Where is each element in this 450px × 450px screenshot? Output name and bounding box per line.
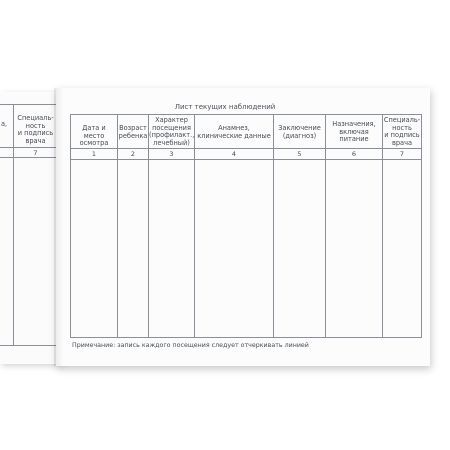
col-child-age-number: 2: [130, 150, 136, 158]
number-row-line: [71, 159, 421, 160]
left-col-a: [0, 105, 14, 345]
col-child-age-header: Возраст ребенка: [118, 124, 148, 140]
col-conclusion-header: Заключение (диагноз): [278, 124, 321, 140]
left-header-line: [0, 147, 57, 148]
col-anamnesis-number: 4: [231, 150, 237, 158]
left-col-b: [14, 105, 57, 345]
col-anamnesis-header: Анамнез, клинические данные: [197, 124, 271, 140]
left-col-b-number: 7: [33, 149, 38, 157]
left-col-b-header: Специаль- ность и подпись врача: [17, 114, 54, 145]
col-specialty-signature-number: 7: [399, 150, 405, 158]
footnote: Примечание: запись каждого посещения следует отчеркивать линией: [72, 342, 309, 349]
col-visit-type-header: Характер посещения (профилакт., лечебный): [149, 116, 195, 147]
left-page: [0, 92, 62, 364]
left-number-line: [0, 157, 57, 158]
left-page-table: [0, 104, 58, 346]
col-prescriptions-number: 6: [351, 150, 357, 158]
header-bottom-line: [71, 148, 421, 149]
sheet-title: Лист текущих наблюдений: [174, 103, 276, 111]
left-col-a-header: а,: [1, 120, 8, 128]
spine-shadow: [54, 88, 64, 366]
col-date-place-number: 1: [91, 150, 97, 158]
col-visit-type-number: 3: [169, 150, 174, 158]
col-specialty-signature-header: Специаль- ность и подпись врача: [383, 116, 421, 147]
observations-table: [70, 114, 422, 338]
col-date-place-header: Дата и место осмотра: [79, 124, 109, 148]
col-conclusion-number: 5: [297, 150, 302, 158]
col-prescriptions-header: Назначения, включая питание: [332, 120, 376, 144]
